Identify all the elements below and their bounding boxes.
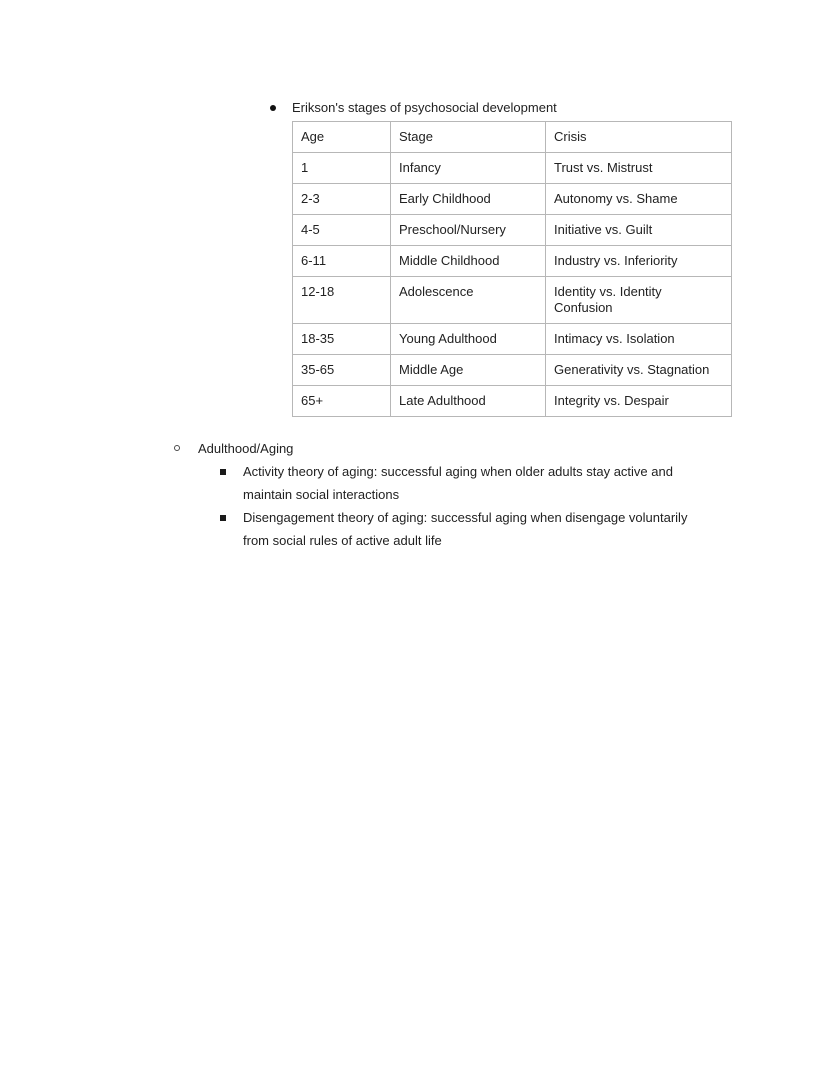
cell-age: 35-65 [293,355,391,386]
table-row [293,277,732,324]
disc-bullet-icon [268,96,292,111]
square-bullet-icon [218,460,243,475]
table-row [293,386,732,417]
cell-stage: Late Adulthood [391,386,546,417]
table-row [293,246,732,277]
adulthood-sub-list [218,460,718,552]
cell-stage: Preschool/Nursery [391,215,546,246]
bullet-item-erikson [268,96,557,119]
list-item-disengagement-theory [218,506,718,552]
cell-age: 1 [293,153,391,184]
bullet-item-adulthood-label: Adulthood/Aging [198,441,294,456]
cell-age: 12-18 [293,277,391,324]
circle-bullet-icon [172,437,198,451]
cell-stage: Infancy [391,153,546,184]
cell-age: 2-3 [293,184,391,215]
cell-crisis: Initiative vs. Guilt [546,215,732,246]
square-bullet-icon [218,506,243,521]
cell-stage: Middle Age [391,355,546,386]
erikson-stages-table [292,121,732,417]
cell-crisis: Integrity vs. Despair [546,386,732,417]
cell-age: 65+ [293,386,391,417]
table-row [293,184,732,215]
table-row [293,355,732,386]
table-header-crisis: Crisis [546,122,732,153]
cell-crisis: Intimacy vs. Isolation [546,324,732,355]
cell-age: 18-35 [293,324,391,355]
table-row [293,153,732,184]
table-header-row [293,122,732,153]
table-header-age: Age [293,122,391,153]
table-header-stage: Stage [391,122,546,153]
activity-theory-text: Activity theory of aging: successful aging when older adults stay active and maintain social interactions [243,464,673,502]
cell-crisis: Industry vs. Inferiority [546,246,732,277]
table-row [293,215,732,246]
cell-stage: Adolescence [391,277,546,324]
bullet-item-adulthood [172,437,293,460]
cell-stage: Middle Childhood [391,246,546,277]
cell-age: 4-5 [293,215,391,246]
cell-crisis: Generativity vs. Stagnation [546,355,732,386]
table-row [293,324,732,355]
disengagement-theory-text: Disengagement theory of aging: successful aging when disengage voluntarily from social rules of active adult life [243,510,688,548]
cell-crisis: Trust vs. Mistrust [546,153,732,184]
cell-stage: Young Adulthood [391,324,546,355]
cell-crisis: Identity vs. Identity Confusion [546,277,732,324]
cell-stage: Early Childhood [391,184,546,215]
list-item-activity-theory [218,460,718,506]
cell-crisis: Autonomy vs. Shame [546,184,732,215]
cell-age: 6-11 [293,246,391,277]
bullet-item-erikson-label: Erikson's stages of psychosocial development [292,100,557,115]
